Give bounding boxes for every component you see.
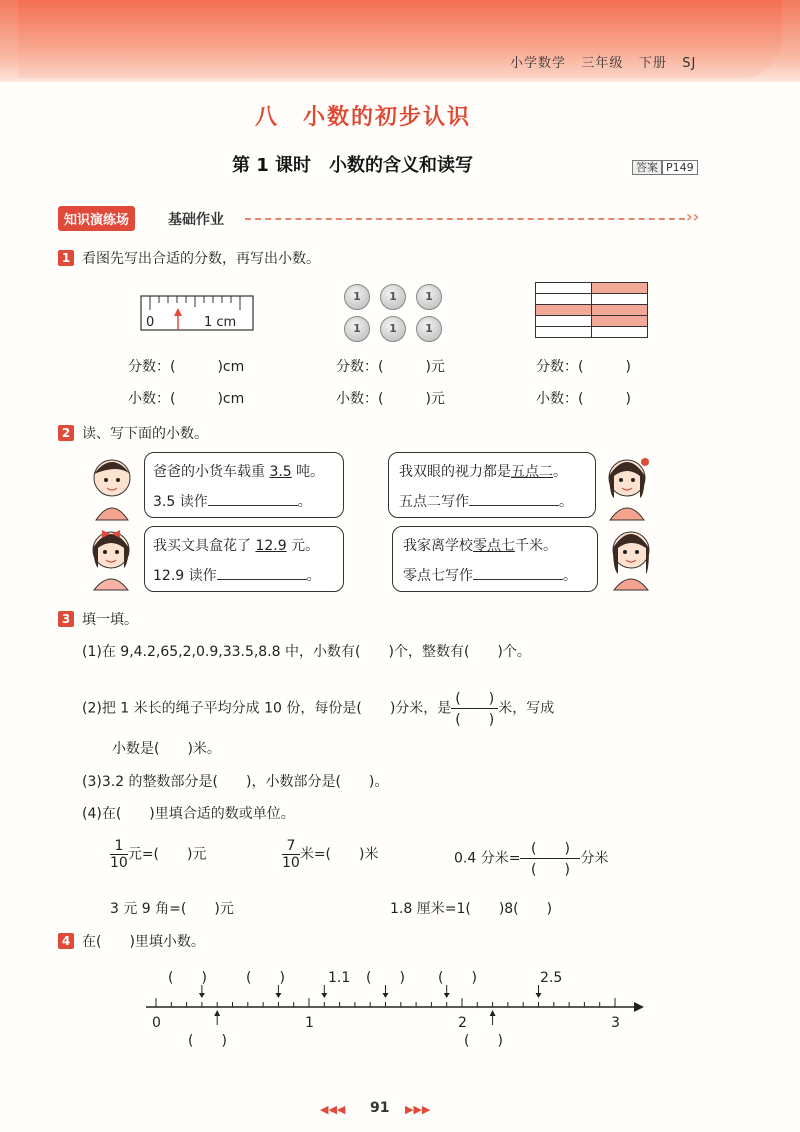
q3-expr1[interactable]: $\frac{1}{10}$ 元=( )元 <box>110 838 207 871</box>
coin-icon: 1 <box>344 284 370 310</box>
top-label: 2.5 <box>540 970 563 986</box>
coin-icon: 1 <box>380 316 406 342</box>
answer-label: 答案 <box>632 160 662 175</box>
number-line-arrow-icon <box>634 1002 644 1012</box>
bubble-1-line1: 爸爸的小货车载重 3.5 吨。 <box>153 464 325 480</box>
page-number: 91 <box>370 1100 390 1116</box>
number-line-figure <box>140 962 650 1052</box>
q1-grid-decimal[interactable]: 小数：( ) <box>536 391 631 407</box>
answer-blank <box>208 493 298 506</box>
top-pointer-head <box>199 993 205 998</box>
q3-part3[interactable]: (3)3.2 的整数部分是( )，小数部分是( )。 <box>82 774 389 790</box>
top-label: 1.1 <box>328 970 351 986</box>
speech-bubble-2 <box>388 452 596 518</box>
top-label: ( ) <box>168 970 207 986</box>
bubble-2-line1: 我双眼的视力都是五点二。 <box>399 464 567 480</box>
q3-expr2[interactable]: $\frac{7}{10}$ 米=( )米 <box>282 838 379 871</box>
coins-figure <box>344 284 454 342</box>
section-sub: 基础作业 <box>168 212 224 228</box>
answer-blank <box>473 567 563 580</box>
q1-number: 1 <box>58 250 74 266</box>
grid-figure <box>535 282 649 338</box>
q3-expr5[interactable]: 1.8 厘米=1( )8( ) <box>390 901 553 917</box>
bubble-1-line2[interactable]: 3.5 读作 。 <box>153 494 312 510</box>
speech-bubble-1 <box>144 452 344 518</box>
header-subject: 小学数学 <box>510 56 567 71</box>
number-line-tick-label: 1 <box>305 1015 314 1031</box>
girl-avatar <box>606 524 656 592</box>
next-arrows-icon: ▶▶▶ <box>405 1103 431 1116</box>
answer-page: P149 <box>662 160 698 175</box>
lesson-title: 第 1 课时 小数的含义和读写 <box>232 155 474 176</box>
number-line-tick-label: 2 <box>458 1015 467 1031</box>
bubble-2-number: 五点二 <box>511 464 553 480</box>
ruler-unit: 1 cm <box>204 315 237 330</box>
section-badge: 知识演练场 <box>58 206 135 231</box>
top-pointer-head <box>321 993 327 998</box>
prev-arrows-icon: ◀◀◀ <box>320 1103 346 1116</box>
bubble-4-line2[interactable]: 零点七写作 。 <box>403 568 577 584</box>
q3-part4: (4)在( )里填合适的数或单位。 <box>82 806 295 822</box>
header-edition: SJ <box>682 56 697 71</box>
coin-icon: 1 <box>344 316 370 342</box>
boy-avatar <box>88 452 136 522</box>
header-volume: 下册 <box>638 56 667 71</box>
top-pointer-head <box>275 993 281 998</box>
coin-icon: 1 <box>380 284 406 310</box>
bubble-3-line1: 我买文具盒花了 12.9 元。 <box>153 538 320 554</box>
speech-bubble-3 <box>144 526 344 592</box>
q1-text: 看图先写出合适的分数，再写出小数。 <box>82 251 320 267</box>
number-line-tick-label: 0 <box>152 1015 161 1031</box>
unit-title: 八 小数的初步认识 <box>255 105 472 130</box>
q1-ruler-decimal[interactable]: 小数：( )cm <box>128 391 245 407</box>
section-arrow-icon: ›› <box>686 207 700 226</box>
top-label: ( ) <box>366 970 405 986</box>
q3-part2-fraction: $\frac{( )}{( )}$ <box>451 688 498 729</box>
bubble-2-line2[interactable]: 五点二写作 。 <box>399 494 573 510</box>
q3-expr3[interactable]: 0.4 分米= $\frac{( )}{( )}$ 分米 <box>454 838 608 879</box>
q4-number: 4 <box>58 933 74 949</box>
bottom-label: ( ) <box>188 1033 227 1049</box>
q3-text: 填一填。 <box>82 612 138 628</box>
answer-blank <box>469 493 559 506</box>
top-pointer-head <box>383 993 389 998</box>
q1-grid-fraction[interactable]: 分数：( ) <box>536 359 631 375</box>
bottom-label: ( ) <box>464 1033 503 1049</box>
ruler-zero: 0 <box>146 315 155 330</box>
coin-icon: 1 <box>416 284 442 310</box>
q3-part2-line1[interactable]: (2)把 1 米长的绳子平均分成 10 份，每份是( )分米，是 $\frac{( )}{( )}$ 米，写成 <box>82 688 554 729</box>
header-grade: 三年级 <box>581 56 624 71</box>
speech-bubble-4 <box>392 526 598 592</box>
q1-coin-decimal[interactable]: 小数：( )元 <box>336 391 445 407</box>
girl-avatar <box>86 524 136 592</box>
answer-ref[interactable] <box>632 156 698 175</box>
bubble-4-line1: 我家离学校零点七千米。 <box>403 538 557 554</box>
bubble-3-number: 12.9 <box>255 538 287 554</box>
bottom-pointer-head <box>214 1010 220 1016</box>
q3-expr4[interactable]: 3 元 9 角=( )元 <box>110 901 234 917</box>
section-divider <box>245 218 685 220</box>
bubble-3-line2[interactable]: 12.9 读作 。 <box>153 568 321 584</box>
bubble-4-number: 零点七 <box>473 538 515 554</box>
top-label: ( ) <box>246 970 285 986</box>
top-label: ( ) <box>438 970 477 986</box>
q4-text: 在( )里填小数。 <box>82 934 205 950</box>
top-pointer-head <box>444 993 450 998</box>
bubble-1-number: 3.5 <box>269 464 292 480</box>
q3-part2-line2[interactable]: 小数是( )米。 <box>112 741 221 757</box>
q2-number: 2 <box>58 425 74 441</box>
q1-ruler-fraction[interactable]: 分数：( )cm <box>128 359 245 375</box>
answer-blank <box>217 567 307 580</box>
girl-avatar <box>600 452 654 522</box>
coin-icon: 1 <box>416 316 442 342</box>
bottom-pointer-head <box>490 1010 496 1016</box>
header-meta <box>510 52 696 71</box>
q3-number: 3 <box>58 611 74 627</box>
number-line-tick-label: 3 <box>611 1015 620 1031</box>
q3-part1[interactable]: (1)在 9,4.2,65,2,0.9,33.5,8.8 中，小数有( )个，整数有( )个。 <box>82 644 531 660</box>
q1-coin-fraction[interactable]: 分数：( )元 <box>336 359 445 375</box>
ruler-figure <box>140 290 260 336</box>
q2-text: 读、写下面的小数。 <box>82 426 208 442</box>
top-pointer-head <box>536 993 542 998</box>
